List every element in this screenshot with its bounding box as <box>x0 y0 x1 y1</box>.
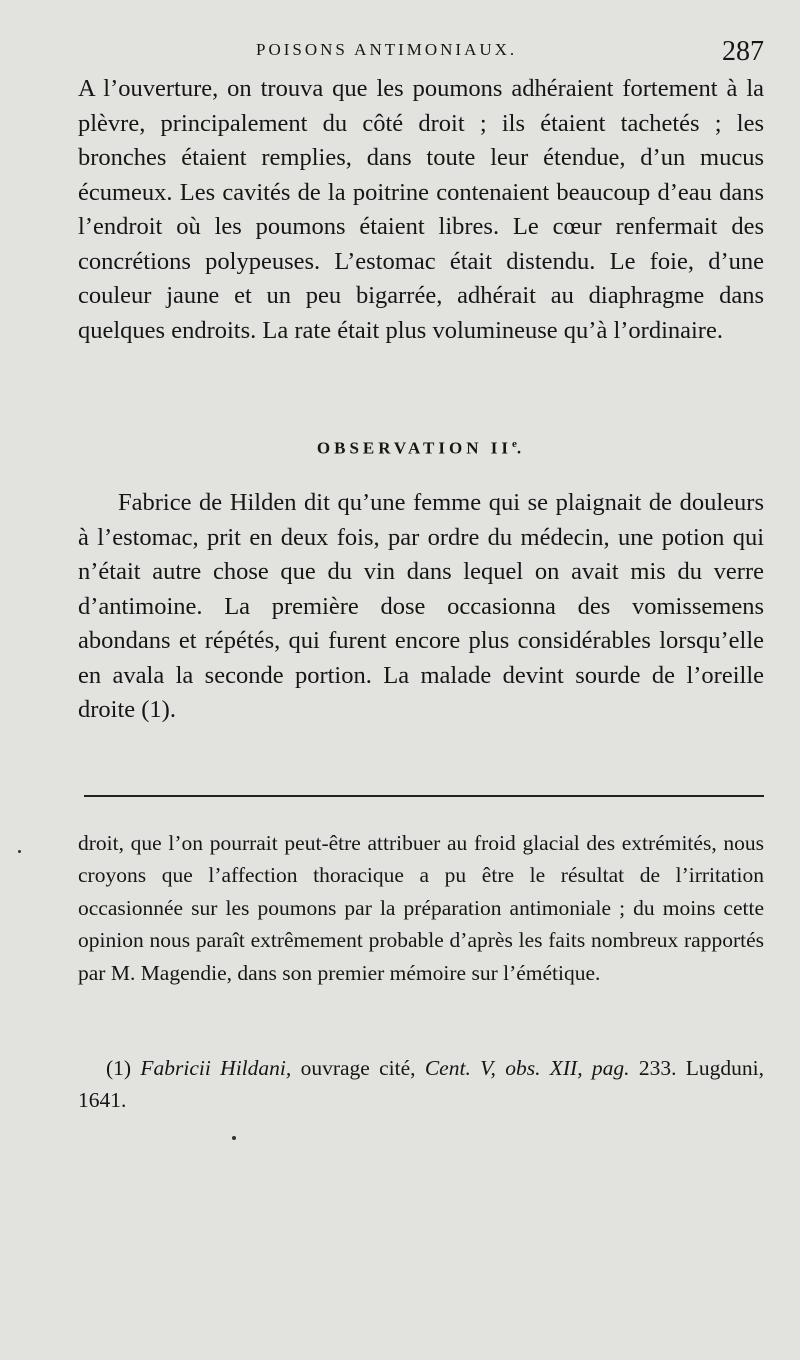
paragraph-observation: Fabrice de Hilden dit qu’une femme qui se plaignait de douleurs à l’estomac, prit en deux fois, par ordre du médecin, une potion qui n’était autre chose que du vin dans lequel on avait mis du verre d’antimoine. La première dose occasionna des vomissemens abondans et répétés, qui furent encore plus considérables lorsqu’elle en avala la seconde portion. La malade devint sourde de l’oreille droite (1). <box>78 489 764 723</box>
footnote-divider <box>84 795 764 797</box>
observation-heading-text: OBSERVATION II <box>316 438 512 458</box>
footnote-obs-label: obs. <box>505 1056 541 1080</box>
footnote-cent-label: Cent. <box>424 1056 471 1080</box>
observation-heading-end: . <box>516 438 526 458</box>
ink-speck <box>232 1136 236 1140</box>
observation-heading <box>78 438 764 459</box>
footnote-continuation: droit, que l’on pourrait peut-être attribuer au froid glacial des extrémités, nous croyons que l’affection thoracique a pu être le résultat de l’irritation occasionnée sur les poumons par la préparation antimoniale ; du moins cette opinion nous paraît extrêmement probable d’après les faits nombreux rapportés par M. Magendie, dans son premier mémoire sur l’émétique. <box>78 831 764 985</box>
running-title: POISONS ANTIMONIAUX. <box>256 40 518 59</box>
running-head <box>78 36 764 70</box>
footnote-text-2: 233. Lugduni, 1641. <box>78 1056 765 1113</box>
footnote-text-1: ouvrage cité, <box>300 1056 416 1080</box>
observation-heading-sup: e <box>511 438 517 450</box>
page-number: 287 <box>722 36 764 67</box>
footnote-marker: (1) <box>106 1056 132 1080</box>
footnote-1 <box>78 1052 764 1117</box>
footnote-obs-value: XII, <box>549 1056 583 1080</box>
footnote-cent-value: V, <box>480 1056 496 1080</box>
paragraph-autopsy: A l’ouverture, on trouva que les poumons adhéraient fortement à la plèvre, principalement du côté droit ; ils étaient tachetés ; les bronches étaient remplies, dans toute leur étendue, d’un mucus écumeux. Les cavités de la poitrine contenaient beaucoup d’eau dans l’endroit où les poumons étaient libres. Le cœur renfermait des concrétions polypeuses. L’estomac était distendu. Le foie, d’une couleur jaune et un peu bigarrée, adhérait au diaphragme dans quelques endroits. La rate était plus volumineuse qu’à l’ordinaire. <box>78 75 764 344</box>
footnote-pag-label: pag. <box>591 1056 630 1080</box>
ink-speck <box>18 850 21 853</box>
footnote-author: Fabricii Hildani, <box>140 1056 292 1080</box>
